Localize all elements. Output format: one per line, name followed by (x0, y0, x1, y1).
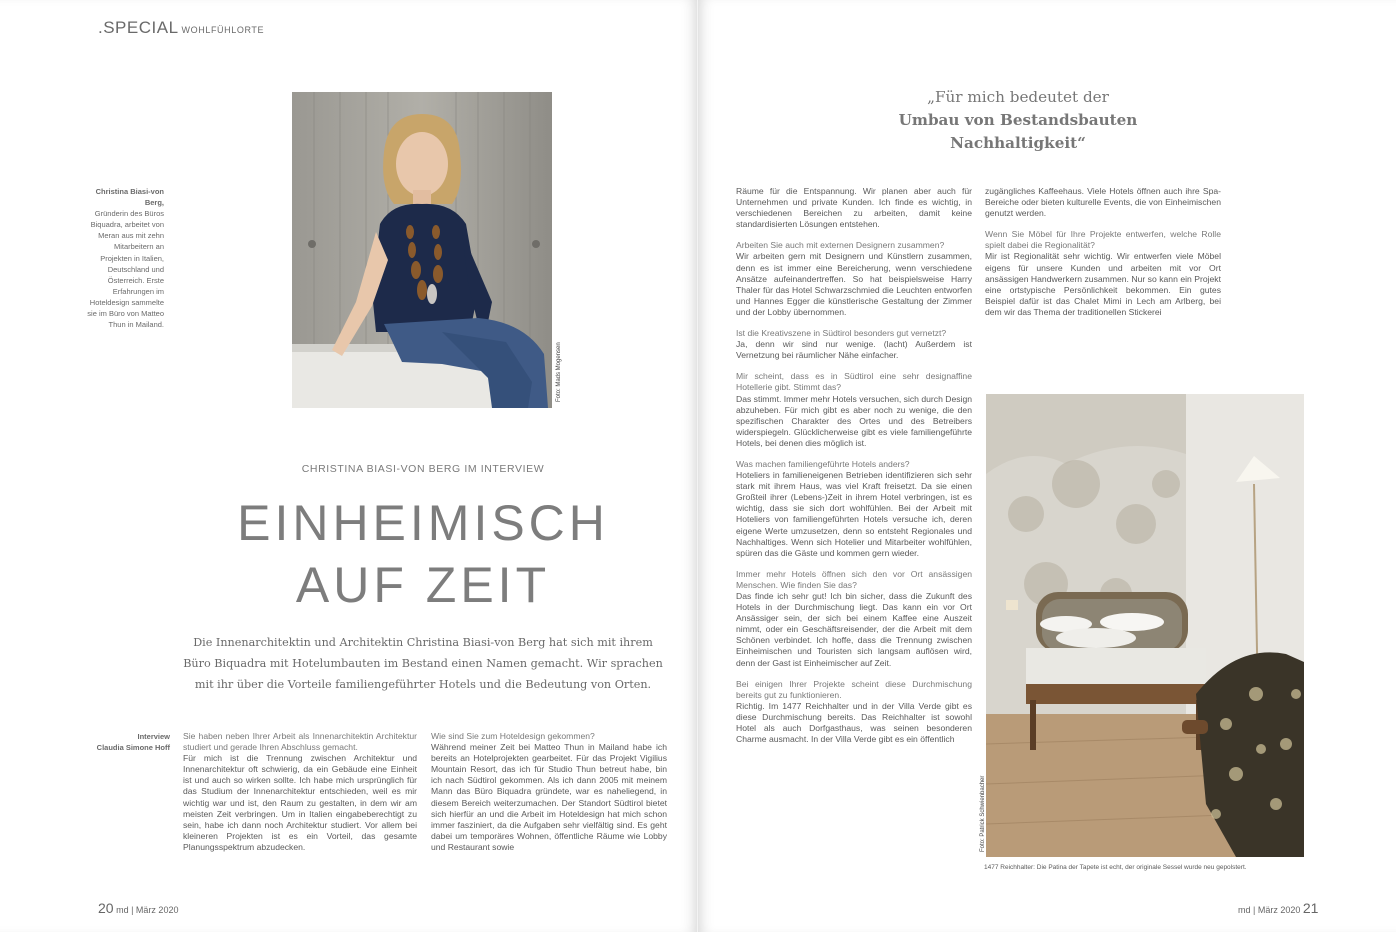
left-page (0, 0, 697, 932)
question: Sie haben neben Ihrer Arbeit als Innenarchitektin Architektur studiert und gerade Ihren Abschluss gemacht. (183, 731, 417, 753)
question: Mir scheint, dass es in Südtirol eine sehr designaffine Hotellerie gibt. Stimmt das? (736, 371, 972, 393)
folio-left (98, 900, 178, 916)
answer: Räume für die Entspannung. Wir planen aber auch für Unternehmen und private Kunden. Ich finde es wichtig, in verschiedenen Bereichen zu arbeiten, damit keine standardisierten Lösungen entstehen. (736, 186, 972, 230)
answer: Während meiner Zeit bei Matteo Thun in Mailand habe ich bereits an Hotelprojekten gearbeitet. Für das Projekt Vigilius Mountain Resort, das ich für Studio Thun betreut habe, bin ich nach Südtirol gekommen. Als ich dann 2005 mit meinem Mann das Büro Biquadra gründete, war es naheliegend, in diesem Bereich weiterzumachen. Der Standort Südtirol bietet sich hierfür an und die Arbeit im Hoteldesign hat mich schon immer fasziniert, da die Aufgaben sehr vielfältig sind. Es geht dabei um temporäres Wohnen, öffentliche Räume wie Lobby und Restaurant sowie (431, 742, 667, 852)
answer: Hoteliers in familieneigenen Betrieben identifizieren sich sehr stark mit ihrem Haus, was viel Kraft freisetzt. Da sie einen Großteil ihrer (Lebens-)Zeit in ihrem Hotel verbringen, ist es wichtig, dass sie sich dort wohlfühlen. Bei der Arbeit mit Hoteliers von familiengeführten Hotels versuche ich, deren eigene Werte umzusetzen, denn so entsteht Regionales und Nachhaltiges. Wenn sich Hotelier und Mitarbeiter wohlfühlen, spüren das die Gäste und kommen gern wieder. (736, 470, 972, 558)
portrait-photo (292, 92, 552, 408)
question: Wie sind Sie zum Hoteldesign gekommen? (431, 731, 595, 741)
question: Wenn Sie Möbel für Ihre Projekte entwerfen, welche Rolle spielt dabei die Regionalität? (985, 229, 1221, 251)
question: Was machen familiengeführte Hotels anders? (736, 458, 910, 469)
hotel-room-photo (986, 394, 1304, 857)
left-column-1 (183, 731, 417, 853)
magazine-issue: md | März 2020 (1238, 905, 1301, 915)
pull-quote-line-2: Umbau von Bestandsbauten (898, 111, 1138, 129)
section-label: .SPECIAL (98, 18, 179, 37)
question: Bei einigen Ihrer Projekte scheint diese Durchmischung bereits gut zu funktionieren. (736, 678, 972, 700)
hotel-room-illustration (986, 394, 1304, 857)
answer: Das finde ich sehr gut! Ich bin sicher, dass die Zukunft des Hotels in der Durchmischung liegt. Das kann ein vor Ort Ansässiger sein, der sich bei einem Kaffee eine Auszeit nimmt, oder ein Geschäftsreisender, der die Arbeit mit dem Schönen verbindet. Ich hoffe, dass die Trennung zwischen Einheimischen und Touristen sich langsam auflösen wird, denn der Gast ist Einheimischer auf Zeit. (736, 591, 972, 668)
caption-name: Christina Biasi-von Berg, (95, 187, 164, 208)
section-kicker (98, 18, 264, 38)
answer: Mir ist Regionalität sehr wichtig. Wir entwerfen viele Möbel eigens für unsere Kunden und arbeiten mit vor Ort ansässigen Handwerkern zusammen. Nur so kann ein Projekt eine ortstypische Persönlichkeit bekommen. Ein gutes Beispiel dafür ist das Chalet Mimi in Lech am Arlberg, bei dem wir das Thema der traditionellen Stickerei (985, 251, 1221, 317)
folio-right (1238, 900, 1318, 916)
answer: Wir arbeiten gern mit Designern und Künstlern zusammen, denn es ist immer eine Bereicherung, wenn verschiedene Ansätze aufeinandertreffen. So hat beispielsweise Harry Thaler für das Hotel Schwarzschmied die Leuchten entworfen und Hannes Egger die künstlerische Gestaltung der Zimmer und der Lobby übernommen. (736, 251, 972, 317)
article-headline (150, 492, 696, 616)
page-number: 20 (98, 900, 114, 916)
portrait-caption (84, 186, 164, 330)
answer: Das stimmt. Immer mehr Hotels versuchen, sich durch Design abzuheben. Für mich gibt es aber noch zu wenige, die den spezifischen Charakter des Ortes und des Betreibers widerspiegeln. Glücklicherweise gibt es viele familiengeführte Hotels, bei denen dies möglich ist. (736, 393, 972, 448)
room-photo-credit: Foto: Patrick Schwienbacher (980, 775, 986, 852)
right-column-1 (736, 186, 972, 755)
room-photo-caption: 1477 Reichhalter: Die Patina der Tapete ist echt, der originale Sessel wurde neu gepolstert. (984, 864, 1247, 871)
left-column-2 (431, 731, 667, 853)
pull-quote-line-1: „Für mich bedeutet der (927, 88, 1109, 106)
article-overline: CHRISTINA BIASI-VON BERG IM INTERVIEW (301, 463, 545, 475)
section-sublabel: WOHLFÜHLORTE (181, 25, 265, 35)
headline-line-1: EINHEIMISCH (237, 495, 609, 551)
right-column-2 (985, 186, 1221, 328)
pull-quote (858, 86, 1178, 155)
qa-block (985, 229, 1221, 318)
caption-text: Gründerin des Büros Biquadra, arbeitet von Meran aus mit zehn Mitarbeitern an Projekten in Italien, Deutschland und Österreich. Erste Erfahrungen im Hoteldesign sammelte sie im Büro von Matteo Thun in Mailand. (87, 209, 164, 330)
portrait-illustration (292, 92, 552, 408)
byline-name: Claudia Simone Hoff (96, 743, 170, 752)
right-page (698, 0, 1396, 932)
qa-block (736, 569, 972, 669)
answer: Richtig. Im 1477 Reichhalter und in der Villa Verde gibt es diese Durchmischung bereits. Das Reichhalter ist sowohl Hotel als auch Dorfgasthaus, was seinen besonderen Charme ausmacht. In der Villa Verde gibt es ein öffentlich (736, 700, 972, 745)
qa-block (985, 186, 1221, 219)
headline-line-2: AUF ZEIT (295, 557, 551, 613)
qa-block (736, 186, 972, 230)
qa-block (736, 459, 972, 559)
answer: Für mich ist die Trennung zwischen Architektur und Innenarchitektur oft schwierig, da ein Gebäude eine Einheit ist und auch so wirken sollte. Ich habe mich ursprünglich für das Studium der Innenarchitektur entschieden, weil es mir wichtig war und ist, den Raum zu gestalten, in dem wir am meisten Zeit verbringen. Um in Italien eingabeberechtigt zu sein, habe ich dann noch Architektur studiert. Vor allem bei kleineren Projekten ist es ein Vorteil, das gesamte Planungsspektrum abzudecken. (183, 753, 417, 852)
qa-block (736, 371, 972, 449)
article-lead: Die Innenarchitektin und Architektin Christina Biasi-von Berg hat sich mit ihrem Büro Biquadra mit Hotelumbauten im Bestand einen Namen gemacht. Wir sprachen mit ihr über die Vorteile familiengeführter Hotels und die Bedeutung von Orten. (183, 636, 663, 691)
question: Ist die Kreativszene in Südtirol besonders gut vernetzt? (736, 328, 947, 339)
question: Arbeiten Sie auch mit externen Designern zusammen? (736, 240, 945, 251)
byline (86, 731, 170, 753)
pull-quote-line-3: Nachhaltigkeit“ (950, 134, 1086, 152)
answer: Ja, denn wir sind nur wenige. (lacht) Außerdem ist Vernetzung bei räumlicher Nähe einfacher. (736, 339, 972, 361)
qa-block (736, 679, 972, 746)
qa-block (736, 240, 972, 318)
magazine-issue: md | März 2020 (116, 905, 179, 915)
page-number: 21 (1302, 900, 1319, 916)
portrait-credit: Foto: Mads Mogensen (556, 342, 562, 402)
question: Immer mehr Hotels öffnen sich den vor Ort ansässigen Menschen. Wie finden Sie das? (736, 568, 972, 590)
answer: zugängliches Kaffeehaus. Viele Hotels öffnen auch ihre Spa-Bereiche oder bieten kulturelle Events, die von Einheimischen genutzt werden. (985, 186, 1221, 219)
byline-label: Interview (137, 732, 170, 741)
qa-block (736, 328, 972, 361)
